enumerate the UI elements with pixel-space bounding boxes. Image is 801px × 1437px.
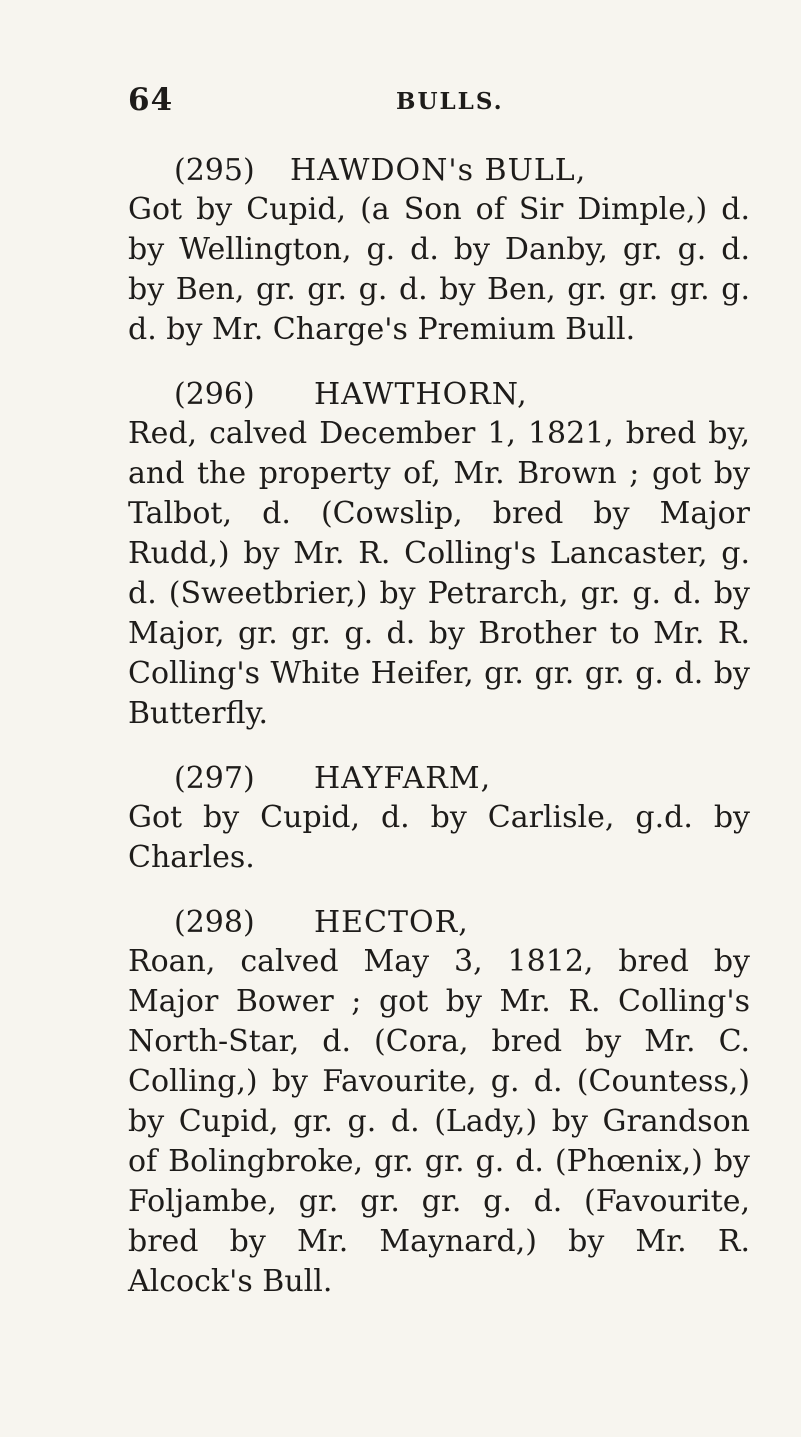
entry-name: HECTOR, [314, 905, 469, 940]
page-number: 64 [128, 82, 174, 118]
entry-number: (295) [174, 153, 255, 188]
entry-list [128, 152, 750, 1328]
entry-body: Got by Cupid, (a Son of Sir Dimple,) d. by Wellington, g. d. by Danby, gr. g. d. by Ben, gr. gr. g. d. by Ben, gr. gr. gr. g. d. by Mr. Charge's Premium Bull. [128, 192, 750, 347]
entry-body: Roan, calved May 3, 1812, bred by Major Bower ; got by Mr. R. Colling's North-Star, d. (Cora, bred by Mr. C. Colling,) by Favourite, g. d. (Countess,) by Cupid, gr. g. d. (Lady,) by Grandson of Bolingbroke, gr. gr. g. d. (Phœnix,) by Foljambe, gr. gr. gr. g. d. (Favourite, bred by Mr. Maynard,) by Mr. R. Alcock's Bull. [128, 944, 750, 1299]
entry-297 [128, 760, 750, 878]
entry-body: Got by Cupid, d. by Carlisle, g.d. by Charles. [128, 800, 750, 875]
entry-number: (298) [174, 905, 255, 940]
entry-name: HAWTHORN, [314, 377, 528, 412]
entry-name: HAWDON's BULL, [290, 153, 587, 188]
entry-295 [128, 152, 750, 350]
entry-name: HAYFARM, [314, 761, 492, 796]
entry-298 [128, 904, 750, 1302]
entry-number: (297) [174, 761, 255, 796]
entry-title [128, 152, 750, 190]
page-header [128, 82, 748, 122]
entry-296 [128, 376, 750, 734]
entry-title [128, 376, 750, 414]
entry-title [128, 904, 750, 942]
entry-body: Red, calved December 1, 1821, bred by, and the property of, Mr. Brown ; got by Talbot, d. (Cowslip, bred by Major Rudd,) by Mr. R. Colling's Lancaster, g. d. (Sweetbrier,) by Petrarch, gr. g. d. by Major, gr. gr. g. d. by Brother to Mr. R. Colling's White Heifer, gr. gr. gr. g. d. by Butterfly. [128, 416, 750, 731]
running-head: BULLS. [396, 88, 504, 115]
entry-number: (296) [174, 377, 255, 412]
entry-title [128, 760, 750, 798]
